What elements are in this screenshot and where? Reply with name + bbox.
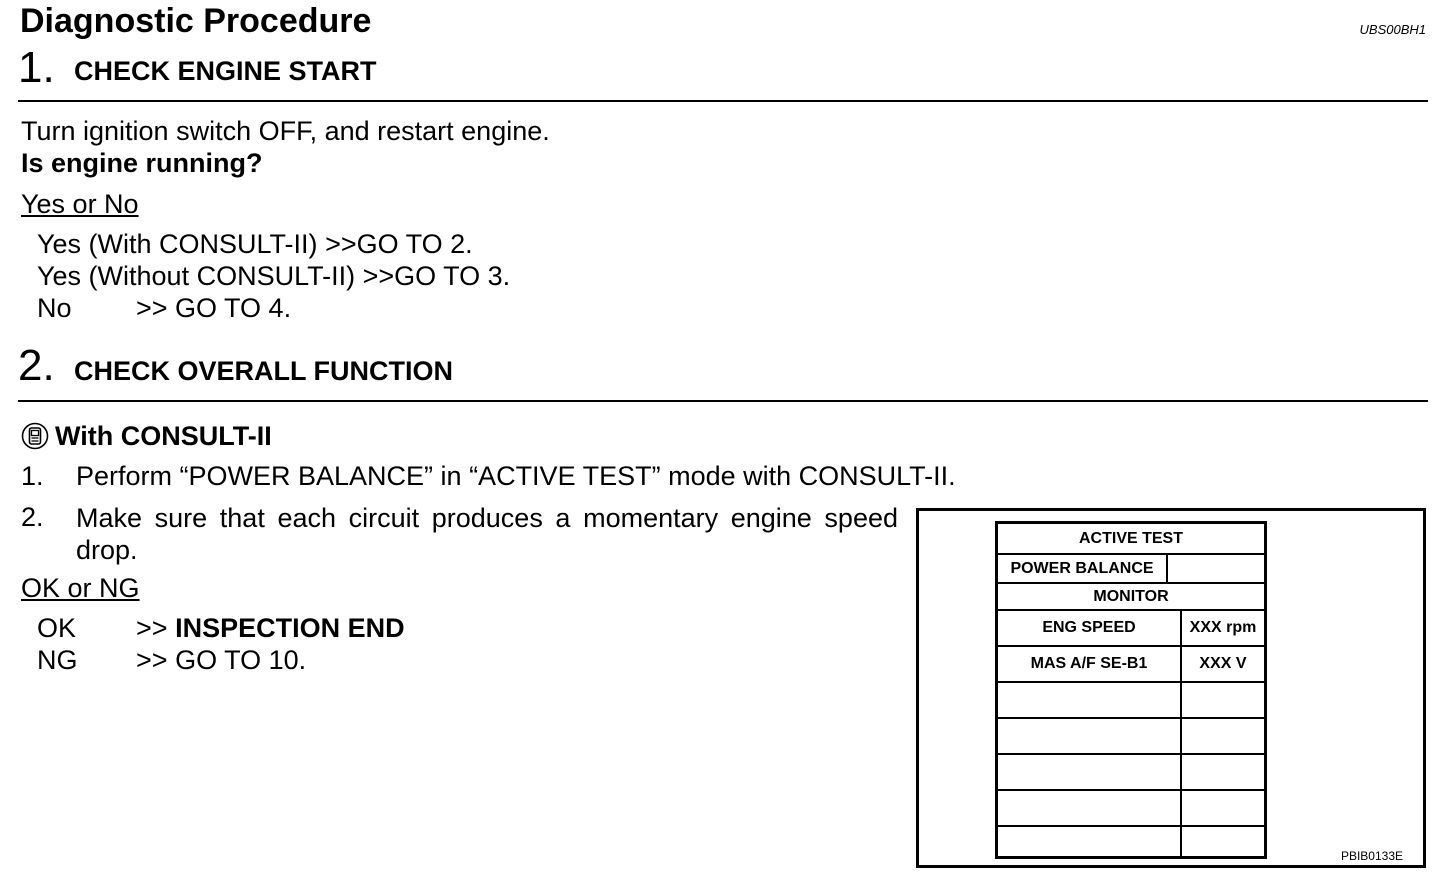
monitor-value: XXX V [1180, 647, 1264, 681]
step-1-instruction: Turn ignition switch OFF, and restart engine. [21, 116, 550, 146]
step-2-number: 2. [18, 341, 55, 390]
step-1-result-yes-with [37, 229, 473, 260]
step-2-divider [18, 400, 1428, 402]
consult-mode-label: With CONSULT-II [55, 421, 272, 451]
procedure-item-2-num: 2. [21, 502, 44, 532]
monitor-value-empty [1180, 755, 1264, 789]
result-key: Yes (With CONSULT-II) [37, 229, 318, 259]
procedure-item-1-num: 1. [21, 461, 44, 491]
monitor-item: ENG SPEED [1042, 619, 1136, 636]
result-arrow: >> [136, 613, 168, 643]
step-1-divider [18, 100, 1428, 102]
screen-test-row [998, 555, 1264, 584]
step-1-result-yes-without [37, 261, 510, 292]
step-1-title: CHECK ENGINE START [74, 56, 377, 86]
active-test-screen [995, 521, 1267, 859]
result-action: GO TO 10. [175, 645, 307, 675]
monitor-row-empty [998, 719, 1264, 755]
consult-screen-figure [916, 508, 1426, 868]
step-2-title: CHECK OVERALL FUNCTION [74, 356, 454, 386]
monitor-value: XXX rpm [1180, 611, 1264, 645]
screen-test-value [1166, 555, 1264, 582]
step-2-result-ng-action [136, 645, 306, 676]
monitor-row-empty [998, 827, 1264, 856]
page-title: Diagnostic Procedure [20, 2, 372, 40]
step-1-result-no-key: No [37, 293, 72, 323]
monitor-row [998, 647, 1264, 683]
step-2-result-ok-action [136, 613, 405, 644]
result-action: INSPECTION END [175, 613, 405, 643]
procedure-item-1-text: Perform “POWER BALANCE” in “ACTIVE TEST” mode with CONSULT-II. [76, 461, 956, 491]
step-2-result-ng-key: NG [37, 645, 78, 675]
step-1-result-label: Yes or No [21, 189, 139, 219]
monitor-value-empty [1180, 683, 1264, 717]
result-key: Yes (Without CONSULT-II) [37, 261, 356, 291]
result-action: >>GO TO 2. [325, 229, 473, 259]
screen-monitor-row [998, 584, 1264, 611]
monitor-row-empty [998, 683, 1264, 719]
screen-header-row [998, 524, 1264, 555]
step-2-result-label: OK or NG [21, 573, 140, 603]
step-1-question: Is engine running? [21, 148, 263, 178]
monitor-value-empty [1180, 719, 1264, 753]
screen-monitor-label: MONITOR [1093, 587, 1169, 605]
screen-test-name: POWER BALANCE [1010, 559, 1154, 577]
consult-tester-icon [21, 422, 49, 450]
monitor-row-empty [998, 791, 1264, 827]
step-2-result-ok-key: OK [37, 613, 77, 643]
monitor-value-empty [1180, 827, 1264, 856]
result-arrow: >> [136, 645, 168, 675]
consult-mode-heading [21, 421, 272, 452]
monitor-item: MAS A/F SE-B1 [1030, 655, 1148, 672]
monitor-row-empty [998, 755, 1264, 791]
result-action: >>GO TO 3. [362, 261, 511, 291]
document-code: UBS00BH1 [1359, 22, 1426, 37]
step-1-result-no-action: >> GO TO 4. [136, 293, 292, 323]
figure-code: PBIB0133E [1340, 849, 1403, 863]
step-1-number: 1. [18, 43, 55, 92]
screen-header: ACTIVE TEST [1078, 529, 1183, 547]
monitor-value-empty [1180, 791, 1264, 825]
procedure-item-2-text: Make sure that each circuit produces a momentary engine speed drop. [76, 503, 898, 565]
monitor-row [998, 611, 1264, 647]
